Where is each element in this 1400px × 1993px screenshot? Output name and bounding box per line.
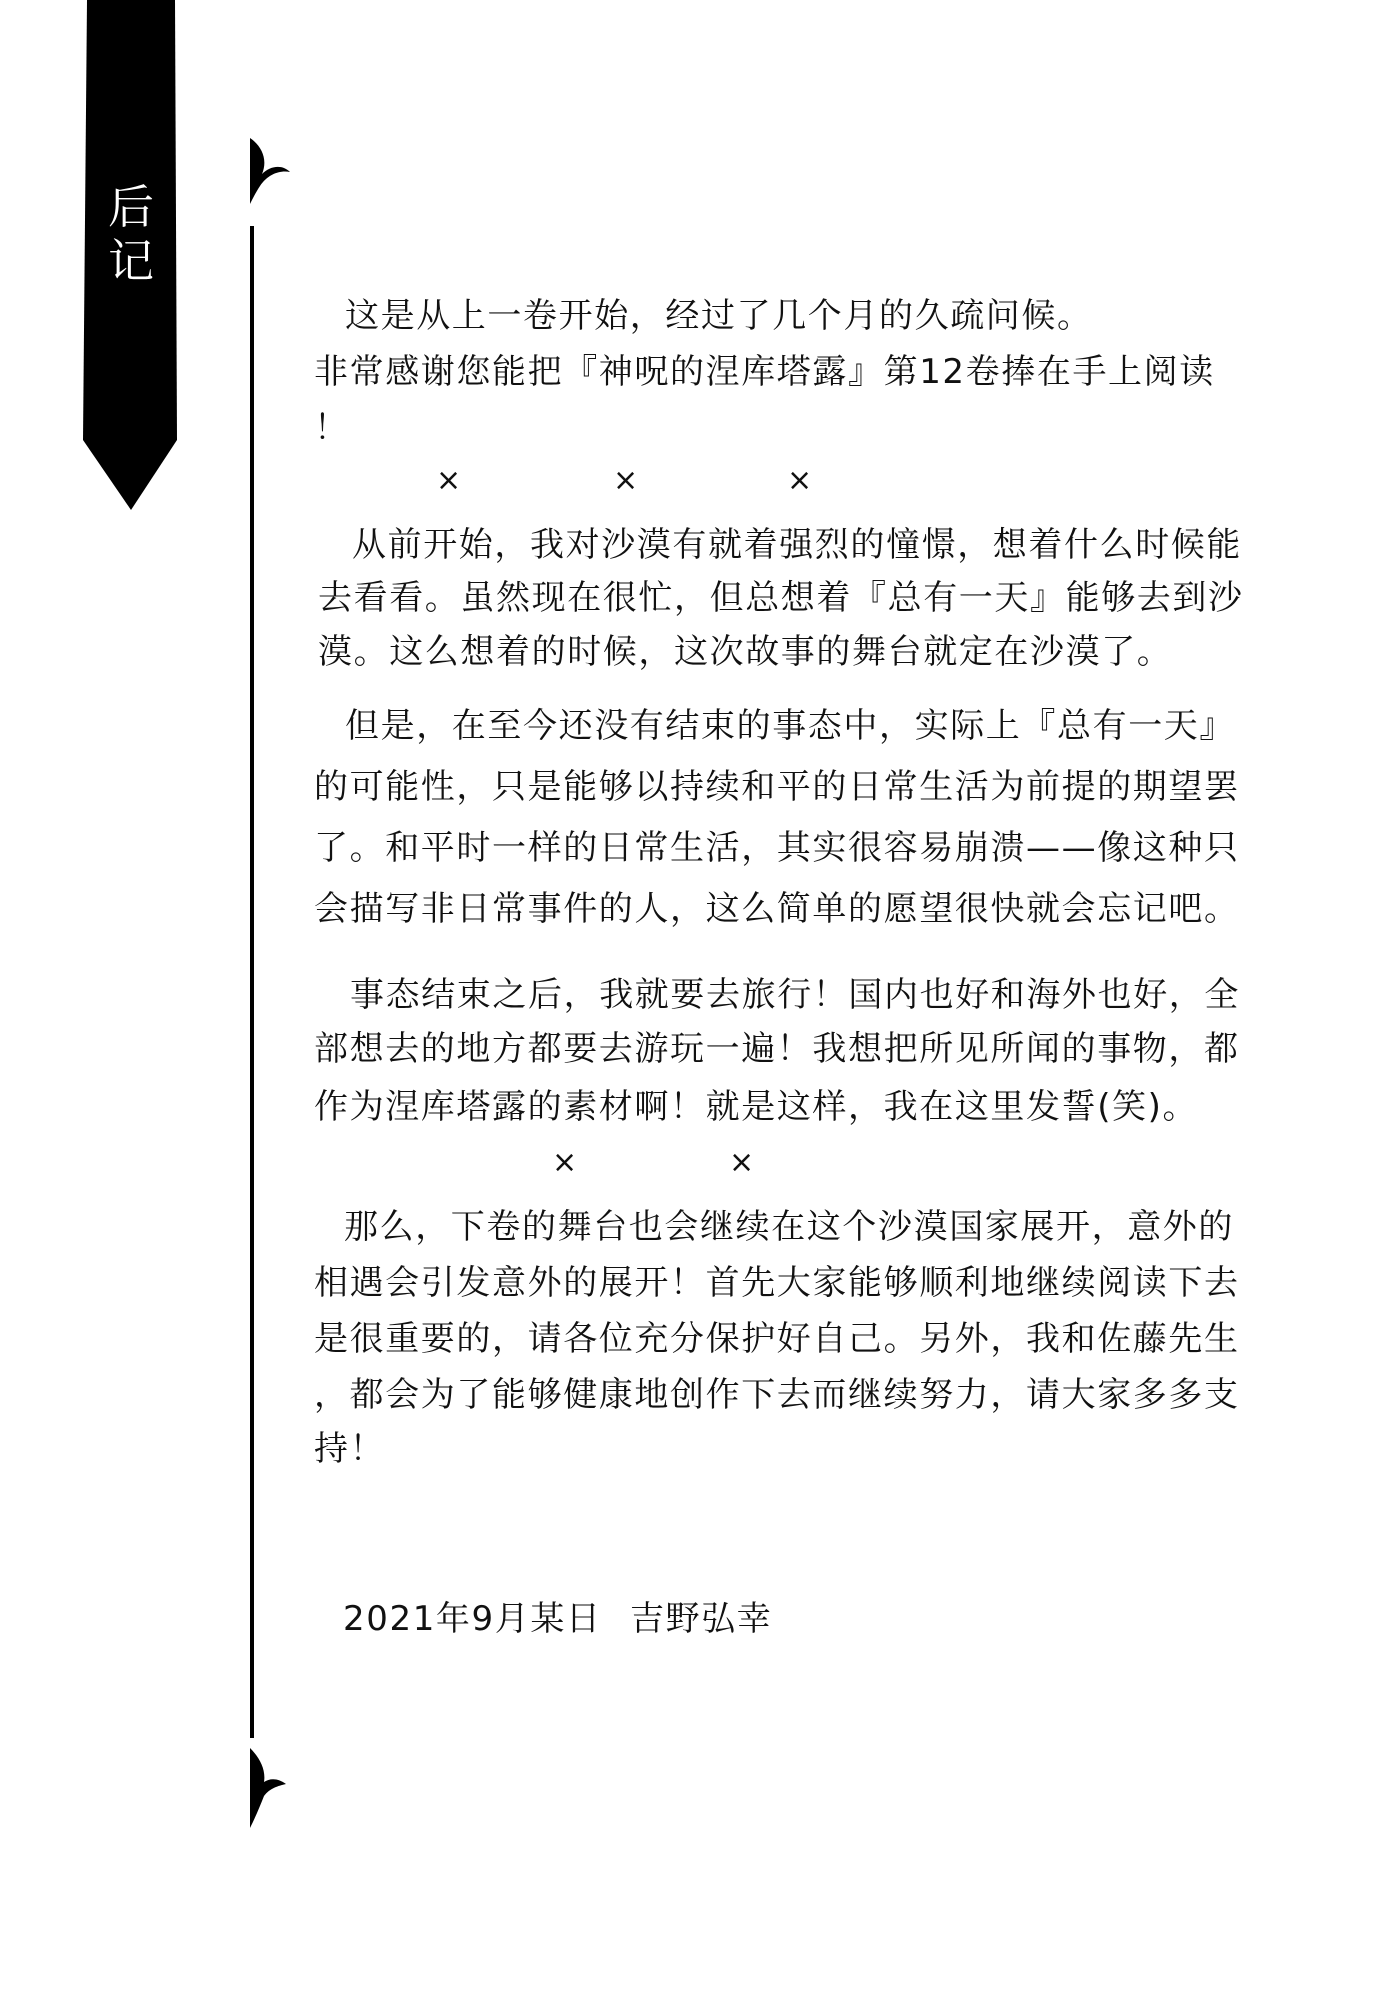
separator-mark: × (729, 1145, 755, 1180)
text-line: 相遇会引发意外的展开！首先大家能够顺利地继续阅读下去 (314, 1263, 1240, 1303)
text-line: 部想去的地方都要去游玩一遍！我想把所见所闻的事物，都 (314, 1029, 1240, 1069)
text-line: ！ (314, 408, 350, 448)
signature-author: 吉野弘幸 (630, 1599, 773, 1639)
text-line: 的可能性，只是能够以持续和平的日常生活为前提的期望罢 (314, 767, 1240, 807)
text-line: 会描写非日常事件的人，这么简单的愿望很快就会忘记吧。 (314, 889, 1240, 929)
text-line: 从前开始，我对沙漠有就着强烈的憧憬，想着什么时候能 (352, 525, 1242, 565)
text-line: 非常感谢您能把『神呪的涅库塔露』第12卷捧在手上阅读 (314, 352, 1215, 392)
vertical-rule (250, 226, 254, 1738)
text-line: 了。和平时一样的日常生活，其实很容易崩溃——像这种只 (314, 828, 1240, 868)
text-line: 但是，在至今还没有结束的事态中，实际上『总有一天』 (345, 706, 1235, 746)
signature-date: 2021年9月某日 (343, 1599, 602, 1639)
separator-mark: × (613, 463, 639, 498)
separator-mark: × (787, 463, 813, 498)
top-ornament-icon (248, 138, 292, 208)
text-line: 那么，下卷的舞台也会继续在这个沙漠国家展开，意外的 (344, 1207, 1234, 1247)
text-line: 事态结束之后，我就要去旅行！国内也好和海外也好，全 (350, 975, 1240, 1015)
title-char: 记 (108, 234, 154, 288)
separator-mark: × (552, 1145, 578, 1180)
text-line: 漠。这么想着的时候，这次故事的舞台就定在沙漠了。 (318, 632, 1173, 672)
text-line: 这是从上一卷开始，经过了几个月的久疏问候。 (345, 296, 1093, 336)
text-line: 持！ (314, 1429, 386, 1469)
bottom-ornament-icon (250, 1748, 294, 1828)
chapter-title (83, 180, 179, 288)
text-line: 作为涅库塔露的素材啊！就是这样，我在这里发誓(笑)。 (314, 1087, 1199, 1127)
text-line: 是很重要的，请各位充分保护好自己。另外，我和佐藤先生 (314, 1319, 1240, 1359)
text-line: 去看看。虽然现在很忙，但总想着『总有一天』能够去到沙 (318, 578, 1244, 618)
text-line: ，都会为了能够健康地创作下去而继续努力，请大家多多支 (314, 1375, 1240, 1415)
chapter-banner (83, 0, 179, 512)
separator-mark: × (436, 463, 462, 498)
title-char: 后 (108, 180, 154, 234)
